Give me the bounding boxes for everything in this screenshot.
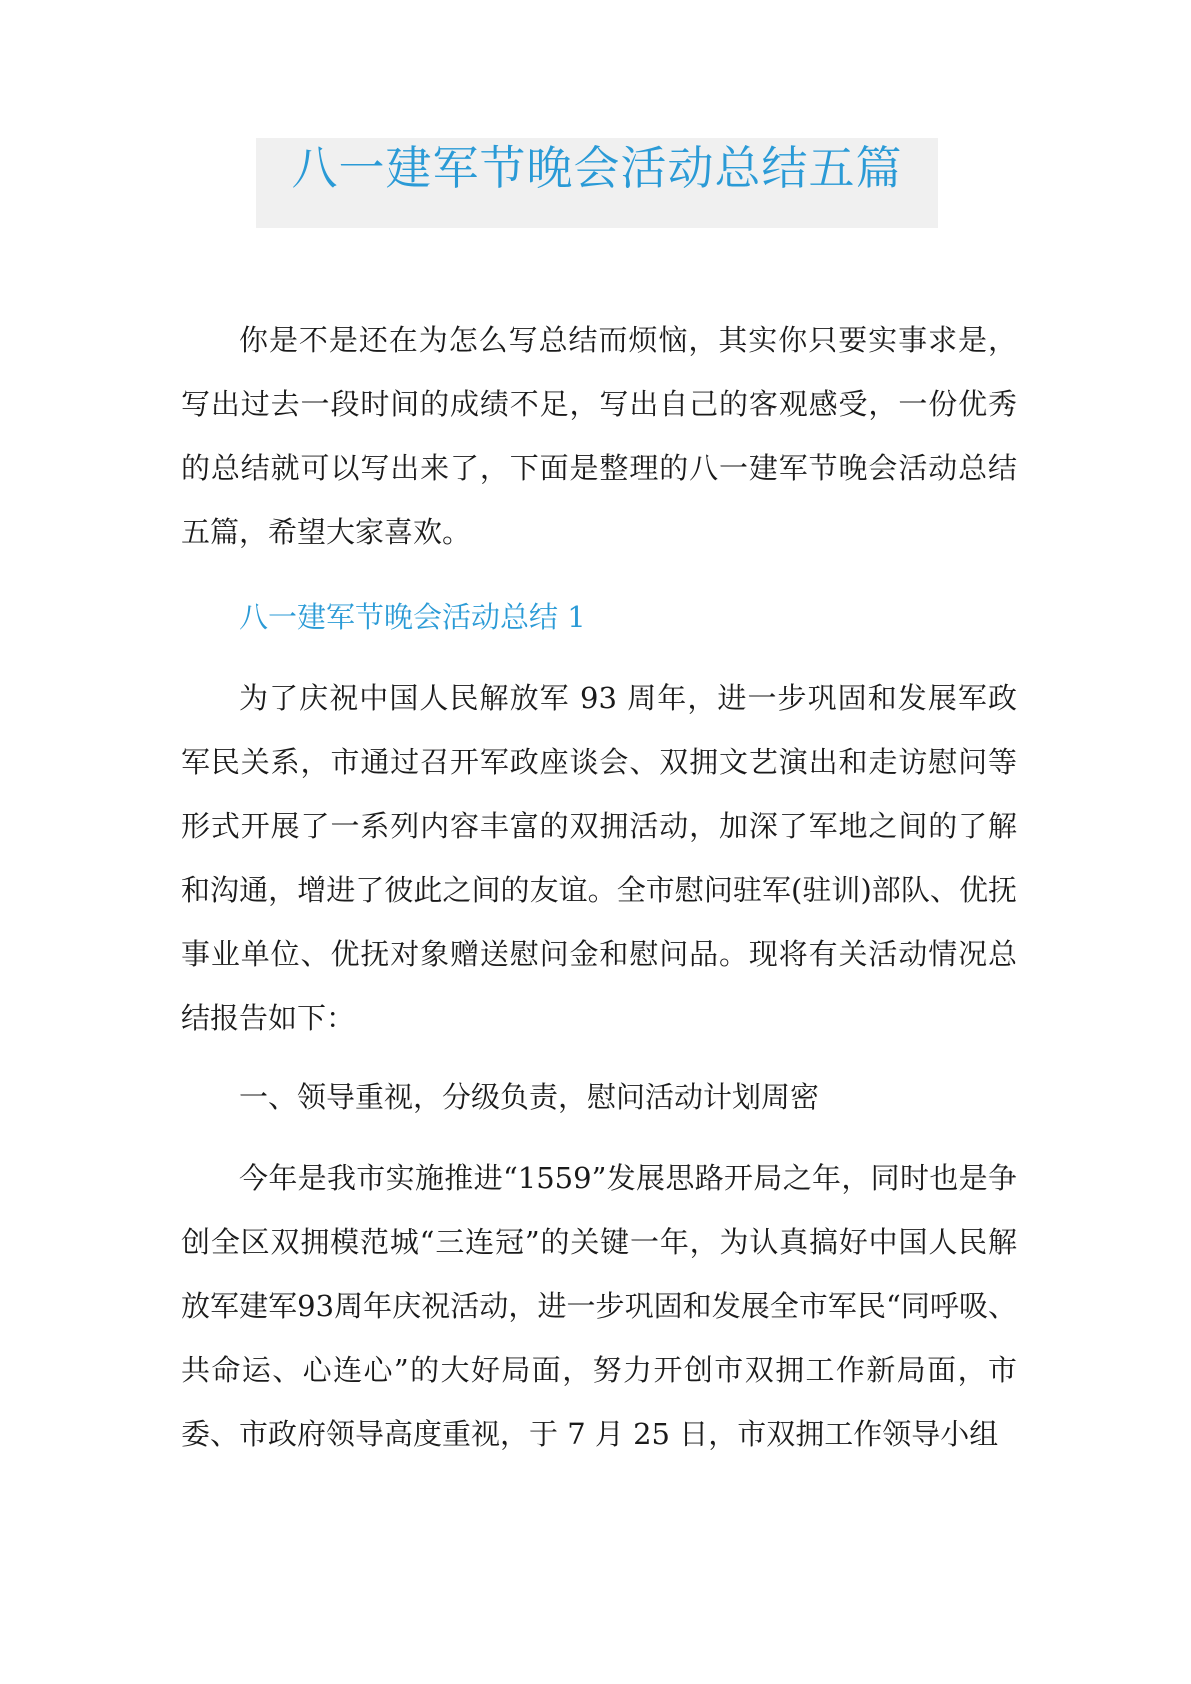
- body-paragraph-1: 为了庆祝中国人民解放军 93 周年，进一步巩固和发展军政军民关系，市通过召开军政座谈会、双拥文艺演出和走访慰问等形式开展了一系列内容丰富的双拥活动，加深了军地之间的了解和沟通，增进了彼此之间的友谊。全市慰问驻军(驻训)部队、优抚事业单位、优抚对象赠送慰问金和慰问品。现将有关活动情况总结报告如下：: [181, 681, 1017, 1035]
- subheading-1: 一、领导重视，分级负责，慰问活动计划周密: [239, 1080, 820, 1114]
- document-title: 八一建军节晚会活动总结五篇: [291, 141, 903, 195]
- intro-paragraph: 你是不是还在为怎么写总结而烦恼，其实你只要实事求是，写出过去一段时间的成绩不足，写出自己的客观感受，一份优秀的总结就可以写出来了，下面是整理的八一建军节晚会活动总结五篇，希望大家喜欢。: [181, 323, 1017, 549]
- body-paragraph-2: 今年是我市实施推进“1559”发展思路开局之年，同时也是争创全区双拥模范城“三连冠”的关键一年，为认真搞好中国人民解放军建军93周年庆祝活动，进一步巩固和发展全市军民“同呼吸、共命运、心连心”的大好局面，努力开创市双拥工作新局面，市委、市政府领导高度重视，于 7 月 25 日，市双拥工作领导小组: [181, 1161, 1017, 1451]
- section-heading: 八一建军节晚会活动总结 1: [239, 600, 586, 634]
